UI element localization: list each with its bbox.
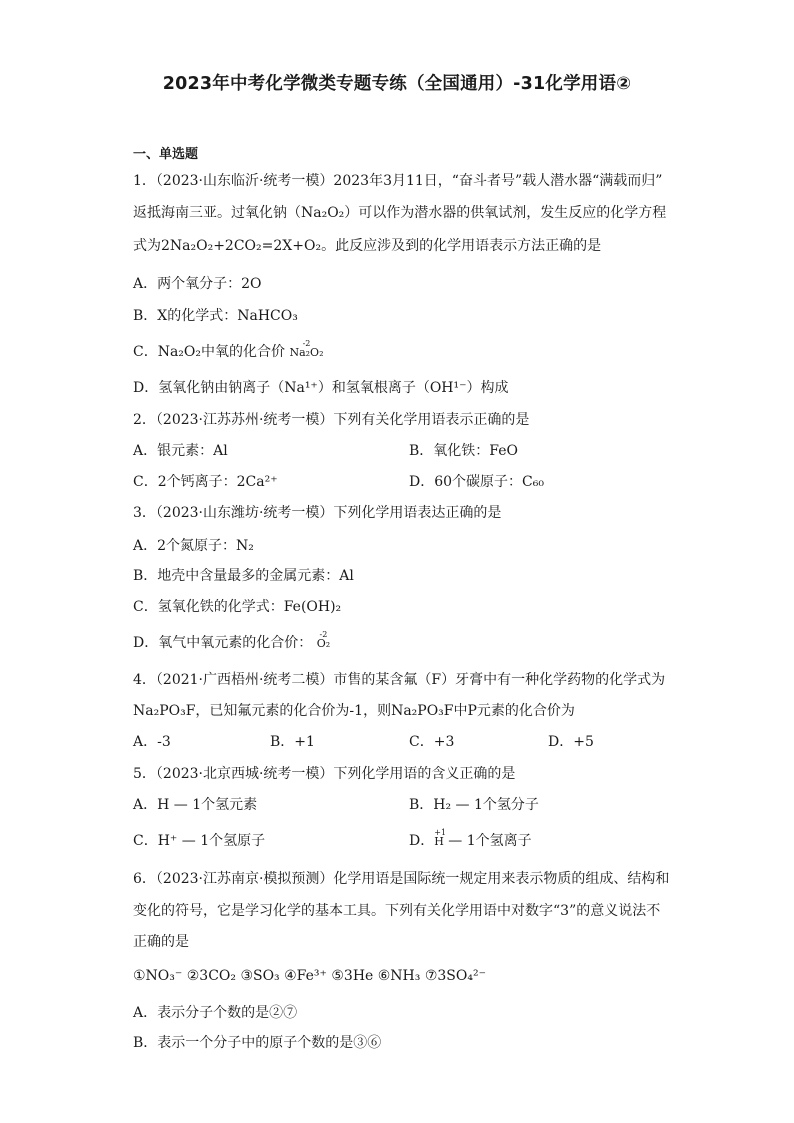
q3-option-d	[133, 630, 331, 653]
section-heading: 一、单选题	[133, 147, 199, 162]
q1-stem-line3: 式为2Na₂O₂+2CO₂=2X+O₂。此反应涉及到的化学用语表示方法正确的是	[133, 238, 602, 254]
q2-option-b: B．氧化铁：FeO	[409, 443, 518, 459]
q1-option-d: D．氢氧化钠由钠离子（Na¹⁺）和氢氧根离子（OH¹⁻）构成	[133, 380, 509, 396]
q4-stem-line1: 4．（2021·广西梧州·统考二模）市售的某含氟（F）牙膏中有一种化学药物的化学式为	[133, 672, 666, 688]
q1-option-c	[133, 339, 324, 362]
q6-stem-line2: 变化的符号，它是学习化学的基本工具。下列有关化学用语中对数字“3”的意义说法不	[133, 903, 661, 919]
q5-stem: 5．（2023·北京西城·统考一模）下列化学用语的含义正确的是	[133, 766, 516, 782]
valence-mark: -2	[302, 339, 311, 348]
valence-mark: +1	[434, 828, 447, 837]
q1-option-c-text: C．Na₂O₂中氧的化合价	[133, 344, 286, 360]
q5-option-c: C．H⁺ — 1个氢原子	[133, 833, 266, 849]
q6-stem-line3: 正确的是	[133, 934, 189, 950]
q1-option-c-formula	[289, 339, 324, 362]
q4-option-d: D．+5	[548, 734, 594, 750]
q4-stem-line2: Na₂PO₃F，已知氟元素的化合价为-1，则Na₂PO₃F中P元素的化合价为	[133, 703, 575, 719]
q4-option-b: B．+1	[270, 734, 315, 750]
q3-option-d-formula	[316, 630, 331, 653]
symbol-text: H	[434, 835, 444, 848]
q4-option-c: C．+3	[409, 734, 455, 750]
q2-stem: 2．（2023·江苏苏州·统考一模）下列有关化学用语表示正确的是	[133, 412, 530, 428]
q6-option-b: B．表示一个分子中的原子个数的是③⑥	[133, 1035, 382, 1051]
q1-stem-line1: 1．（2023·山东临沂·统考一模）2023年3月11日，“奋斗者号”载人潜水器“满载而归”	[133, 173, 663, 189]
q5-option-d-meaning: — 1个氢离子	[443, 833, 532, 849]
q6-items: ①NO₃⁻ ②3CO₂ ③SO₃ ④Fe³⁺ ⑤3He ⑥NH₃ ⑦3SO₄²⁻	[133, 968, 486, 984]
valence-mark: -2	[319, 630, 328, 639]
formula-text: Na₂O₂	[289, 346, 324, 359]
q3-option-b: B．地壳中含量最多的金属元素：Al	[133, 568, 354, 584]
q5-option-d	[409, 828, 532, 851]
q4-option-a: A．-3	[133, 734, 171, 750]
q2-option-c: C．2个钙离子：2Ca²⁺	[133, 474, 278, 490]
q6-stem-line1: 6．（2023·江苏南京·模拟预测）化学用语是国际统一规定用来表示物质的组成、结构和	[133, 871, 670, 887]
q5-option-d-symbol	[434, 828, 447, 851]
q5-option-b: B．H₂ — 1个氢分子	[409, 797, 539, 813]
q5-option-d-label: D．	[409, 833, 435, 849]
document-title: 2023年中考化学微类专题专练（全国通用）-31化学用语②	[162, 74, 632, 94]
q1-stem-line2: 返抵海南三亚。过氧化钠（Na₂O₂）可以作为潜水器的供氧试剂，发生反应的化学方程	[133, 205, 667, 221]
q1-option-a: A．两个氧分子：2O	[133, 276, 262, 292]
q2-option-d: D．60个碳原子：C₆₀	[409, 474, 544, 490]
formula-text: O₂	[316, 637, 331, 650]
q3-option-a: A．2个氮原子：N₂	[133, 538, 254, 554]
q3-option-c: C．氢氧化铁的化学式：Fe(OH)₂	[133, 599, 342, 615]
q3-option-d-text: D．氧气中氧元素的化合价：	[133, 635, 313, 651]
q5-option-a: A．H — 1个氢元素	[133, 797, 258, 813]
q1-option-b: B．X的化学式：NaHCO₃	[133, 308, 298, 324]
q6-option-a: A．表示分子个数的是②⑦	[133, 1005, 298, 1021]
q3-stem: 3．（2023·山东潍坊·统考一模）下列化学用语表达正确的是	[133, 505, 502, 521]
q2-option-a: A．银元素：Al	[133, 443, 228, 459]
